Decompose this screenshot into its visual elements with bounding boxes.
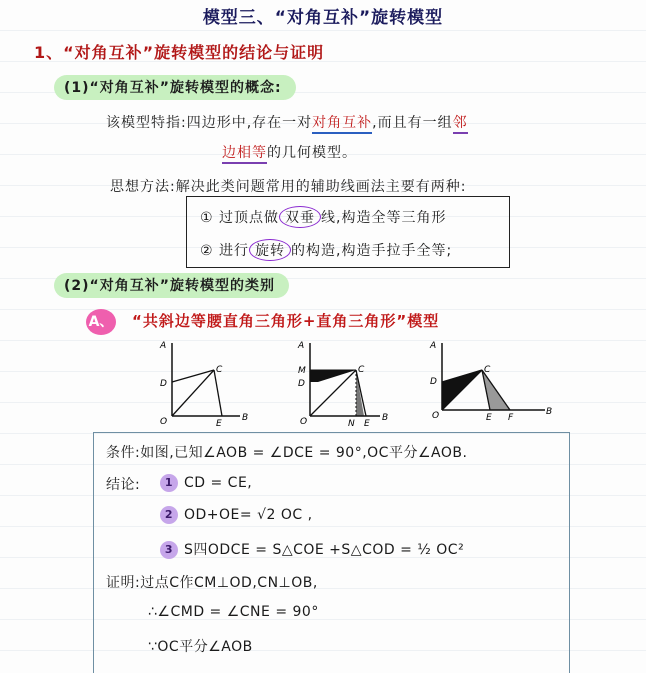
- feature-line-2: [222, 142, 357, 162]
- conclusion-3: [160, 539, 464, 559]
- geometry-figures: [140, 338, 560, 428]
- method-text: 过顶点做: [219, 210, 280, 226]
- label-e: E: [486, 413, 492, 423]
- figure-2: [297, 341, 388, 428]
- feature-line-1: [106, 112, 468, 132]
- label-c: C: [358, 365, 365, 375]
- label-n: N: [348, 419, 355, 428]
- conclusion-text: CD = CE,: [184, 475, 253, 491]
- method-1: [200, 206, 446, 228]
- feature-text: 该模型特指:四边形中,存在一对: [106, 115, 313, 131]
- highlight-equal-sides: 边相等: [222, 145, 267, 164]
- label-b: B: [382, 413, 389, 423]
- conclusion-number: 2: [160, 506, 178, 524]
- feature-text: 的几何模型。: [267, 145, 357, 161]
- label-o: O: [300, 417, 308, 427]
- label-a: A: [430, 341, 437, 351]
- conclusion-text: OD+OE= √2 OC ,: [184, 507, 313, 523]
- conclusion-label: 结论:: [106, 477, 141, 493]
- method-number: ②: [200, 243, 214, 259]
- label-b: B: [546, 407, 553, 417]
- subsection-types: (2)“对角互补”旋转模型的类别: [54, 273, 289, 298]
- method-text: 进行: [219, 243, 250, 259]
- circled-word: 旋转: [249, 239, 291, 261]
- label-e: E: [364, 419, 370, 428]
- highlight-complementary: 对角互补: [312, 115, 372, 134]
- label-m: M: [298, 366, 306, 376]
- label-b: B: [242, 413, 249, 423]
- page-title: 模型三、“对角互补”旋转模型: [202, 8, 444, 28]
- label-d: D: [298, 379, 305, 389]
- figure-3: [429, 341, 552, 423]
- subsection-concept: (1)“对角互补”旋转模型的概念:: [54, 75, 296, 100]
- type-a-badge: A、: [86, 309, 116, 335]
- label-e: E: [216, 419, 222, 428]
- feature-text: ,而且有一组: [372, 115, 453, 131]
- conclusion-number: 3: [160, 541, 178, 559]
- circled-word: 双垂: [279, 206, 321, 228]
- method-2: [200, 239, 452, 261]
- conditions: 条件:如图,已知∠AOB = ∠DCE = 90°,OC平分∠AOB.: [106, 445, 468, 461]
- method-text: 的构造,构造手拉手全等;: [291, 243, 453, 259]
- proof-line-2: ∴∠CMD = ∠CNE = 90°: [148, 604, 319, 620]
- label-o: O: [432, 411, 440, 421]
- label-c: C: [484, 365, 491, 375]
- figure-1: [159, 341, 248, 428]
- proof-line-1: 证明:过点C作CM⊥OD,CN⊥OB,: [106, 575, 318, 591]
- label-d: D: [430, 377, 437, 387]
- proof-line-3: ∵OC平分∠AOB: [148, 639, 253, 655]
- label-c: C: [216, 365, 223, 375]
- method-number: ①: [200, 210, 214, 226]
- conclusion-1: [160, 474, 252, 492]
- conclusion-number: 1: [160, 474, 178, 492]
- label-o: O: [160, 417, 168, 427]
- label-d: D: [160, 379, 167, 389]
- label-a: A: [298, 341, 305, 351]
- label-a: A: [160, 341, 167, 351]
- label-f: F: [508, 413, 514, 423]
- highlight-adjacent: 邻: [453, 115, 468, 134]
- type-a-title: “共斜边等腰直角三角形+直角三角形”模型: [132, 312, 440, 330]
- method-intro: 思想方法:解决此类问题常用的辅助线画法主要有两种:: [110, 179, 467, 195]
- conclusion-2: [160, 506, 313, 524]
- section-heading: 1、“对角互补”旋转模型的结论与证明: [34, 43, 325, 62]
- method-text: 线,构造全等三角形: [321, 210, 447, 226]
- conclusion-text: S四ODCE = S△COE +S△COD = ½ OC²: [184, 542, 465, 558]
